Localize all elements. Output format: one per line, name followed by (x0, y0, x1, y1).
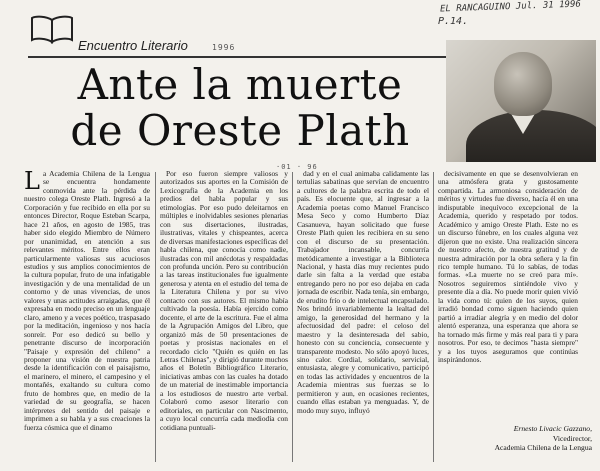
header-rule (28, 56, 468, 58)
archive-stamp: 1996 (212, 43, 236, 52)
article-column-1 (24, 170, 150, 468)
column-3-text: dad y en el cual animaba calidamente las tertulias sabatinas que servían de encuentro a cultores de la palabra escrita de todo el país. Es elocuente que, al ingresar a la Academia poetas como Manuel Francisco Mesa Seco y como Humberto Díaz Casanueva, hayan solicitado que fuese Oreste Plath quien les recibiera en su seno con el discurso de su presentación. Trabajador incansable, concurría metódicamente a investigar a la Biblioteca Nacional, y hasta días muy recientes pudo darle sin falta a la verdad que estaba entregando pero no por eso dejaba en cada jornada de escribir. Nada tenía, sin embargo, de erudito frío o de intelectual encapsulado. Nos brindó invariablemente la lealtad del amigo, la generosidad del hermano y la afectuosidad del padre: el celoso del maestro y la desinteresada del sabio, honesto con su conciencia, consecuente y transparente modesto. No sólo apoyó luces, sino calor. Cordial, solidario, servicial, entusiasta, alegre y comunicativo, participó en todas las actividades y encuentros de la Academia mientras sus fuerzas se lo permitieron y aun, en ocasiones recientes, cuando ellas estaban ya menguadas. Y, de modo muy suyo, influyó (297, 170, 429, 415)
drop-cap: L (24, 170, 40, 195)
article-column-3 (297, 170, 429, 468)
column-4-text: decisivamente en que se desenvolvieran en una atmósfera grata y gustosamente compartida. La armoniosa consideración de méritos y virtudes fue diverso, hacía él en una indisputable inequívoco excepcional de la Academia, querido y respetado por todos. Académico y amigo Oreste Plath. Este no es un discurso fúnebre, en los cuales alguna vez dijeron que no existe. Una realización sincera de nuestro afecto, de nuestra gratitud y de nuestra admiración por la obra señera y la fin rico temple humano. Tú lo sabías, de todas formas. «La muerte no se creó para mí». Nosotros seguiremos sintiéndole vivo y presente día a día. No puede morir quien vivió la vida como tú: quien de los suyos, quien irradió bondad como siguen haciendo quien partió a irradiar alegría y en medio del dolor alentó esperanza, una esperanza que ahora se ha tornado más firme y más real para ti y para nosotros. Por eso, te decimos "hasta siempre" y a los tuyos aseguramos que continúas inspirándonos. (438, 170, 578, 364)
column-divider (433, 172, 434, 462)
column-divider (292, 172, 293, 462)
headline-line-2: de Oreste Plath (70, 106, 410, 155)
author-title: Vicedirector, (552, 433, 592, 443)
column-divider (155, 172, 156, 462)
handwritten-note: EL RANCAGUINO Jul. 31 1996 (439, 0, 582, 15)
headline (40, 62, 440, 154)
section-label: Encuentro Literario (78, 38, 188, 53)
portrait-head (494, 52, 552, 116)
date-stamp: ·01 · 96 (276, 163, 318, 171)
author-signature (482, 424, 592, 453)
author-organization: Academia Chilena de la Lengua (494, 443, 592, 452)
column-1-text: a Academia Chilena de la Lengua se encuentra hondamente conmovida ante la pérdida de nuestro colega Oreste Plath. Ingresó a la Corporación y fue recibido en ella por su entonces Director, Roque Esteban Scarpa, hace 21 años, en agosto de 1985, tras haber sido elegido Miembro de Número por unanimidad, en atención a sus relevantes méritos. Entre ellos eran particularmente valiosas sus acuciosos estudios y sus amplios conocimientos de la cultura popular, fruto de una infatigable investigación y de una mentalidad de un contorno y de unas vivencias, de unos valores y unas actitudes arraigadas, que él expresaba en modo preciso en un lenguaje claro, ameno y a veces poético, traspasado por la meditación, ingenioso y nos hacía sonreír. Por eso dedicó su bello y penetrante discurso de incorporación "Paisaje y expresión del chileno" a proponer una visión de nuestra patria desde la identificación con el paisajismo, el marinero, el minero, el campesino y el montañés, exaltando su cultura como fruto de hombres que, en medio de la variedad de su geografía, se hacen intérpretes del sentido del paisaje e imprimen a su habla y a sus creaciones la fuerza cósmica que el dinamo (24, 170, 150, 432)
article-column-4 (438, 170, 578, 418)
portrait-photo (446, 40, 596, 162)
article-column-2 (160, 170, 288, 468)
author-name: Ernesto Livacic Gazzano, (513, 424, 592, 433)
handwritten-page-note: P.14. (438, 16, 469, 27)
column-2-text: Por eso fueron siempre valiosos y autorizados sus aportes en la Comisión de Lexicografía de la Academia en los predios del habla popular y sus etimologías. Por eso pudo deleitarnos en múltiples e inolvidables sesiones plenarias con sus disertaciones, ilustradas, ilustrativas, vitales y chispeantes, acerca de diversas manifestaciones específicas del habla chilena, que conocía como nadie, ilustradas con mil anécdotas y respaldadas con profunda unción. Pero su contribución a las tareas institucionales fue igualmente generosa y atenta en el estudio del tema de la Literatura Chilena y por su vivo contacto con sus autores. El mismo había cultivado la poesía. Había ejercido como docente, el arte de la escritura. Fue el alma de la Agrupación Amigos del Libro, que organizó más de 50 presentaciones de poetas y prosistas nacionales en el recordado ciclo "Quién es quién en las Letras Chilenas", y dirigió durante muchos años el Boletín Bibliográfico Literario, iniciativas ambas con las cuales ha dotado de un material de inestimable importancia a los estudiosos de nuestro arte verbal. Colaboró como asesor literario con editoriales, en particular con Nascimento, a cuyo local concurría cada mediodía con cotidiana puntuali- (160, 170, 288, 432)
headline-line-1: Ante la muerte (77, 60, 403, 109)
open-book-icon (30, 14, 74, 44)
